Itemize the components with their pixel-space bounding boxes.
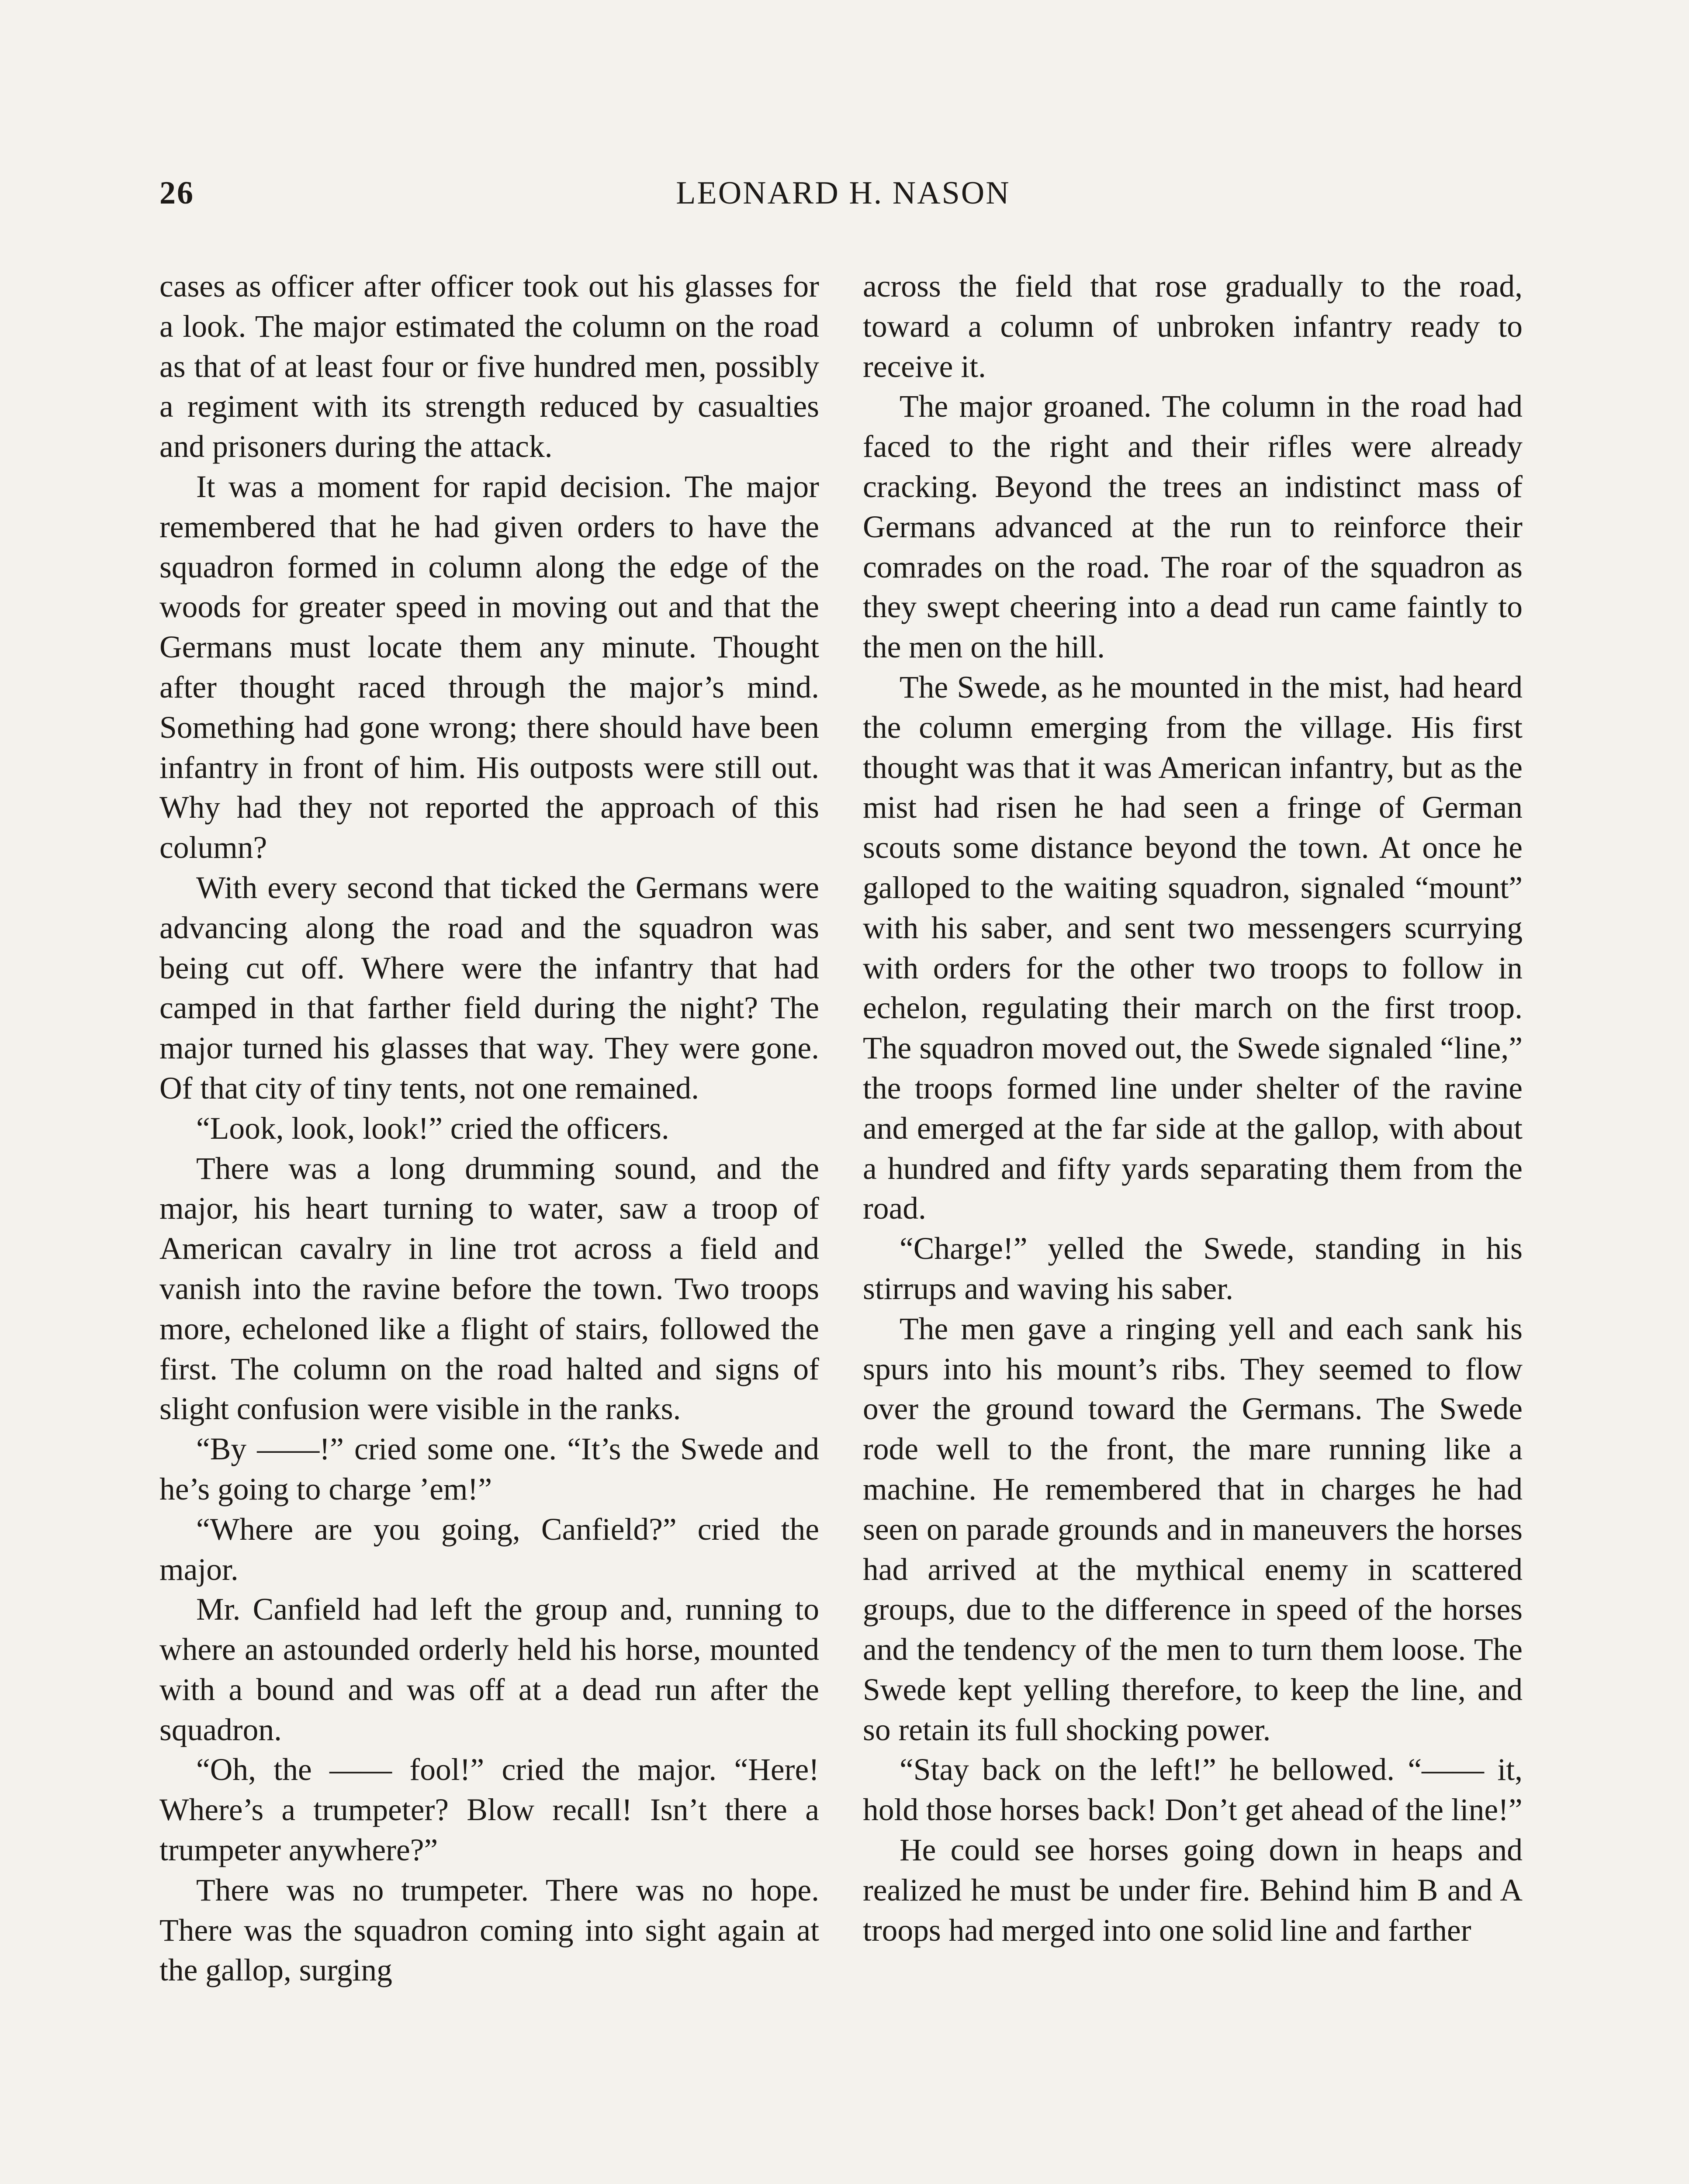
paragraph: The major groaned. The column in the road had faced to the right and their rifles were already cracking. Beyond the trees an indistinct mass of Germans advanced at the run to reinforce their comrades on the road. The roar of the squadron as they swept cheering into a dead run came faintly to the men on the hill. <box>863 389 1523 665</box>
paragraph: “Look, look, look!” cried the officers. <box>196 1111 669 1146</box>
paragraph: It was a moment for rapid decision. The major remembered that he had given orders to have the squadron formed in column along the edge of the woods for greater speed in moving out and that the Germans must locate them any minute. Thought after thought raced through the major’s mind. Something had gone wrong; there should have been infantry in front of him. His outposts were still out. Why had they not reported the approach of this column? <box>159 469 819 865</box>
paragraph: across the field that rose gradually to the road, toward a column of unbroken infantry ready to receive it. <box>863 269 1523 384</box>
paragraph: He could see horses going down in heaps and realized he must be under fire. Behind him B and A troops had merged into one solid line and farther <box>863 1833 1523 1948</box>
page-number: 26 <box>159 175 194 211</box>
paragraph: There was a long drumming sound, and the major, his heart turning to water, saw a troop of American cavalry in line trot across a field and vanish into the ravine before the town. Two troops more, echeloned like a flight of stairs, followed the first. The column on the road halted and signs of slight confusion were visible in the ranks. <box>159 1151 819 1427</box>
paragraph: cases as officer after officer took out his glasses for a look. The major estimated the column on the road as that of at least four or five hundred men, possibly a regiment with its strength reduced by casualties and prisoners during the attack. <box>159 269 819 464</box>
paragraph: “Where are you going, Canfield?” cried the major. <box>159 1512 819 1587</box>
paragraph: “Charge!” yelled the Swede, standing in his stirrups and waving his saber. <box>863 1231 1523 1306</box>
paragraph: “Stay back on the left!” he bellowed. “—— it, hold those horses back! Don’t get ahead of the line!” <box>863 1752 1523 1828</box>
paragraph: With every second that ticked the Germans were advancing along the road and the squadron was being cut off. Where were the infantry that had camped in that farther field during the night? The major turned his glasses that way. They were gone. Of that city of tiny tents, not one remained. <box>159 870 819 1106</box>
paragraph: “By ——!” cried some one. “It’s the Swede and he’s going to charge ’em!” <box>159 1432 819 1507</box>
paragraph: Mr. Canfield had left the group and, running to where an astounded orderly held his horse, mounted with a bound and was off at a dead run after the squadron. <box>159 1592 819 1747</box>
paragraph: The Swede, as he mounted in the mist, had heard the column emerging from the village. His first thought was that it was American infantry, but as the mist had risen he had seen a fringe of German scouts some distance beyond the town. At once he galloped to the waiting squadron, signaled “mount” with his saber, and sent two messengers scurrying with orders for the other two troops to follow in echelon, regulating their march on the first troop. The squadron moved out, the Swede signaled “line,” the troops formed line under shelter of the ravine and emerged at the far side at the gallop, with about a hundred and fifty yards separating them from the road. <box>863 670 1523 1226</box>
right-column <box>863 266 1523 1950</box>
running-head: LEONARD H. NASON <box>676 175 1011 211</box>
page-header <box>159 175 1527 227</box>
paragraph: There was no trumpeter. There was no hope. There was the squadron coming into sight again at the gallop, surging <box>159 1873 819 1988</box>
paragraph: The men gave a ringing yell and each sank his spurs into his mount’s ribs. They seemed to flow over the ground toward the Germans. The Swede rode well to the front, the mare running like a machine. He remembered that in charges he had seen on parade grounds and in maneuvers the horses had arrived at the mythical enemy in scattered groups, due to the difference in speed of the horses and the tendency of the men to turn them loose. The Swede kept yelling therefore, to keep the line, and so retain its full shocking power. <box>863 1311 1523 1747</box>
left-column <box>159 266 819 1990</box>
paragraph: “Oh, the —— fool!” cried the major. “Here! Where’s a trumpeter? Blow recall! Isn’t there a trumpeter anywhere?” <box>159 1752 819 1868</box>
